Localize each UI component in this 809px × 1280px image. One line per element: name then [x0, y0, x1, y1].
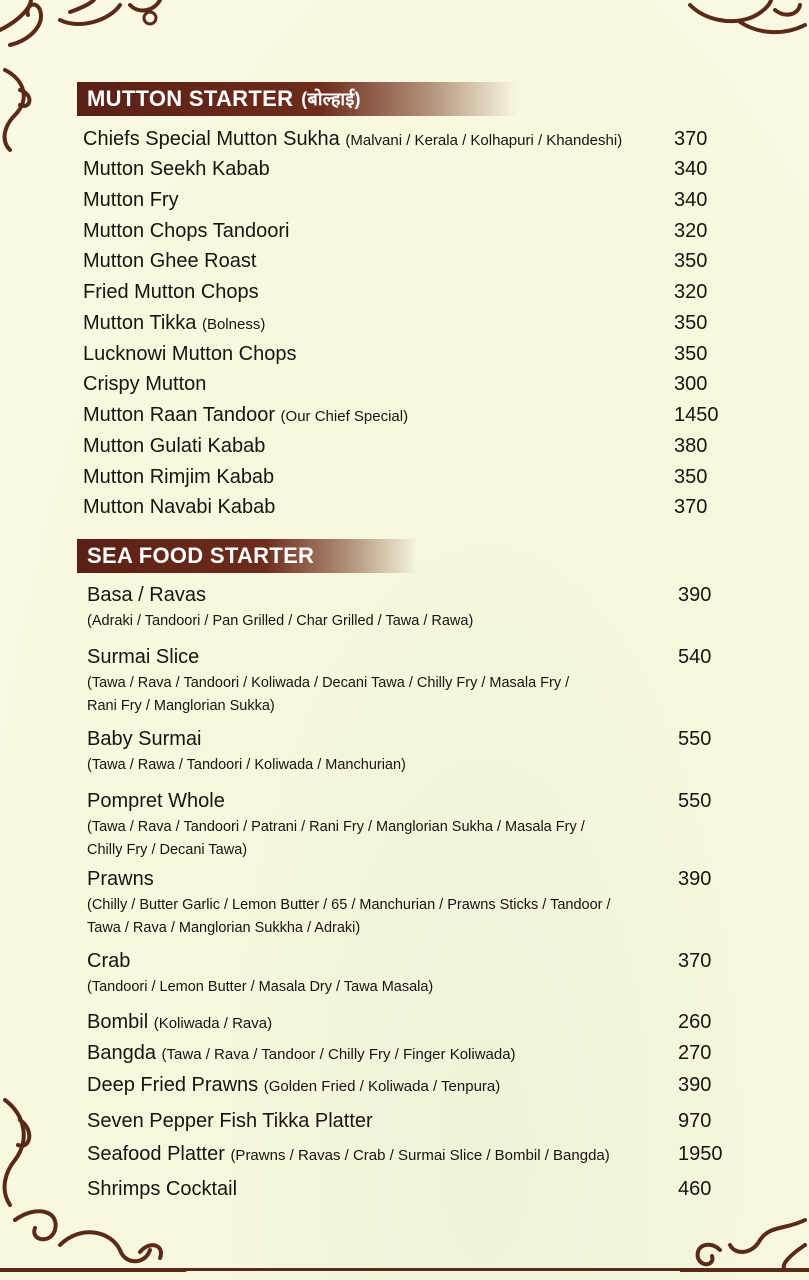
- menu-item-price: 370: [674, 128, 708, 150]
- menu-item-description: (Tawa / Rawa / Tandoori / Koliwada / Manchurian): [87, 757, 406, 773]
- menu-item-name: Crab: [87, 950, 131, 972]
- menu-item-price: 370: [678, 950, 712, 972]
- section-title: SEA FOOD STARTER: [87, 543, 315, 568]
- menu-item-price: 340: [674, 158, 708, 180]
- menu-item-price: 270: [678, 1042, 712, 1064]
- menu-item-description: (Tandoori / Lemon Butter / Masala Dry / Tawa Masala): [87, 979, 434, 995]
- menu-item-name: Deep Fried Prawns (Golden Fried / Koliwada / Tenpura): [87, 1074, 501, 1096]
- section-subtitle: (बोल्हाई): [301, 89, 361, 109]
- menu-item-name: Shrimps Cocktail: [87, 1178, 238, 1200]
- menu-item-name: Bangda (Tawa / Rava / Tandoor / Chilly Fry / Finger Koliwada): [87, 1042, 516, 1064]
- menu-item-name: Prawns: [87, 868, 154, 890]
- menu-item-name: Seafood Platter (Prawns / Ravas / Crab / Surmai Slice / Bombil / Bangda): [87, 1143, 610, 1165]
- menu-item-name: Basa / Ravas: [87, 584, 206, 606]
- menu-item-name: Mutton Navabi Kabab: [83, 496, 276, 518]
- bottom-divider: [180, 1268, 680, 1271]
- menu-item-name: Mutton Raan Tandoor (Our Chief Special): [83, 404, 409, 426]
- menu-item-price: 390: [678, 868, 712, 890]
- menu-item-description: Chilly Fry / Decani Tawa): [87, 842, 248, 858]
- menu-item-price: 460: [678, 1178, 712, 1200]
- menu-item-name: Mutton Ghee Roast: [83, 250, 257, 272]
- ornament-bottom-right-icon: [680, 1210, 809, 1280]
- menu-item-price: 350: [674, 312, 708, 334]
- menu-item-note: (Malvani / Kerala / Kolhapuri / Khandeshi): [345, 132, 623, 149]
- menu-item-price: 970: [678, 1110, 712, 1132]
- section-header-seafood: [77, 539, 417, 573]
- menu-item-description: (Adraki / Tandoori / Pan Grilled / Char Grilled / Tawa / Rawa): [87, 613, 474, 629]
- menu-item-price: 540: [678, 646, 712, 668]
- menu-item-price: 550: [678, 790, 712, 812]
- menu-item-price: 380: [674, 435, 708, 457]
- menu-item-note: (Prawns / Ravas / Crab / Surmai Slice / Bombil / Bangda): [230, 1147, 610, 1164]
- menu-item-description: (Tawa / Rava / Tandoori / Patrani / Rani Fry / Manglorian Sukha / Masala Fry /: [87, 819, 585, 835]
- menu-item-name: Mutton Gulati Kabab: [83, 435, 266, 457]
- menu-item-name: Mutton Seekh Kabab: [83, 158, 270, 180]
- menu-item-description: Rani Fry / Manglorian Sukka): [87, 698, 275, 714]
- menu-item-name: Lucknowi Mutton Chops: [83, 343, 297, 365]
- menu-item-price: 320: [674, 281, 708, 303]
- menu-item-name: Seven Pepper Fish Tikka Platter: [87, 1110, 373, 1132]
- menu-item-price: 320: [674, 220, 708, 242]
- menu-item-name: Chiefs Special Mutton Sukha (Malvani / Kerala / Kolhapuri / Khandeshi): [83, 128, 623, 150]
- menu-item-description: (Tawa / Rava / Tandoori / Koliwada / Decani Tawa / Chilly Fry / Masala Fry /: [87, 675, 570, 691]
- menu-item-note: (Golden Fried / Koliwada / Tenpura): [263, 1078, 501, 1095]
- menu-item-description: (Chilly / Butter Garlic / Lemon Butter / 65 / Manchurian / Prawns Sticks / Tandoor /: [87, 897, 611, 913]
- menu-item-price: 350: [674, 250, 708, 272]
- menu-item-name: Crispy Mutton: [83, 373, 207, 395]
- menu-item-price: 340: [674, 189, 708, 211]
- menu-item-description: Tawa / Rava / Manglorian Sukkha / Adraki): [87, 920, 361, 936]
- menu-item-price: 370: [674, 496, 708, 518]
- menu-item-note: (Our Chief Special): [280, 408, 409, 425]
- menu-item-price: 390: [678, 1074, 712, 1096]
- menu-item-price: 550: [678, 728, 712, 750]
- menu-item-price: 300: [674, 373, 708, 395]
- menu-item-name: Pompret Whole: [87, 790, 225, 812]
- menu-item-name: Mutton Tikka (Bolness): [83, 312, 266, 334]
- menu-item-note: (Tawa / Rava / Tandoor / Chilly Fry / Finger Koliwada): [161, 1046, 516, 1063]
- menu-item-price: 390: [678, 584, 712, 606]
- menu-item-name: Mutton Rimjim Kabab: [83, 466, 275, 488]
- menu-item-name: Bombil (Koliwada / Rava): [87, 1011, 273, 1033]
- menu-item-note: (Koliwada / Rava): [153, 1015, 273, 1032]
- menu-item-price: 350: [674, 343, 708, 365]
- menu-item-name: Mutton Chops Tandoori: [83, 220, 290, 242]
- ornament-top-right-icon: [680, 0, 809, 45]
- menu-item-name: Surmai Slice: [87, 646, 200, 668]
- section-header-mutton: [77, 82, 517, 116]
- menu-item-name: Fried Mutton Chops: [83, 281, 259, 303]
- section-title: MUTTON STARTER: [87, 86, 294, 111]
- menu-item-price: 260: [678, 1011, 712, 1033]
- menu-item-name: Baby Surmai: [87, 728, 202, 750]
- menu-item-price: 1950: [678, 1143, 723, 1165]
- menu-item-price: 350: [674, 466, 708, 488]
- menu-item-name: Mutton Fry: [83, 189, 179, 211]
- menu-item-note: (Bolness): [201, 316, 266, 333]
- menu-item-price: 1450: [674, 404, 719, 426]
